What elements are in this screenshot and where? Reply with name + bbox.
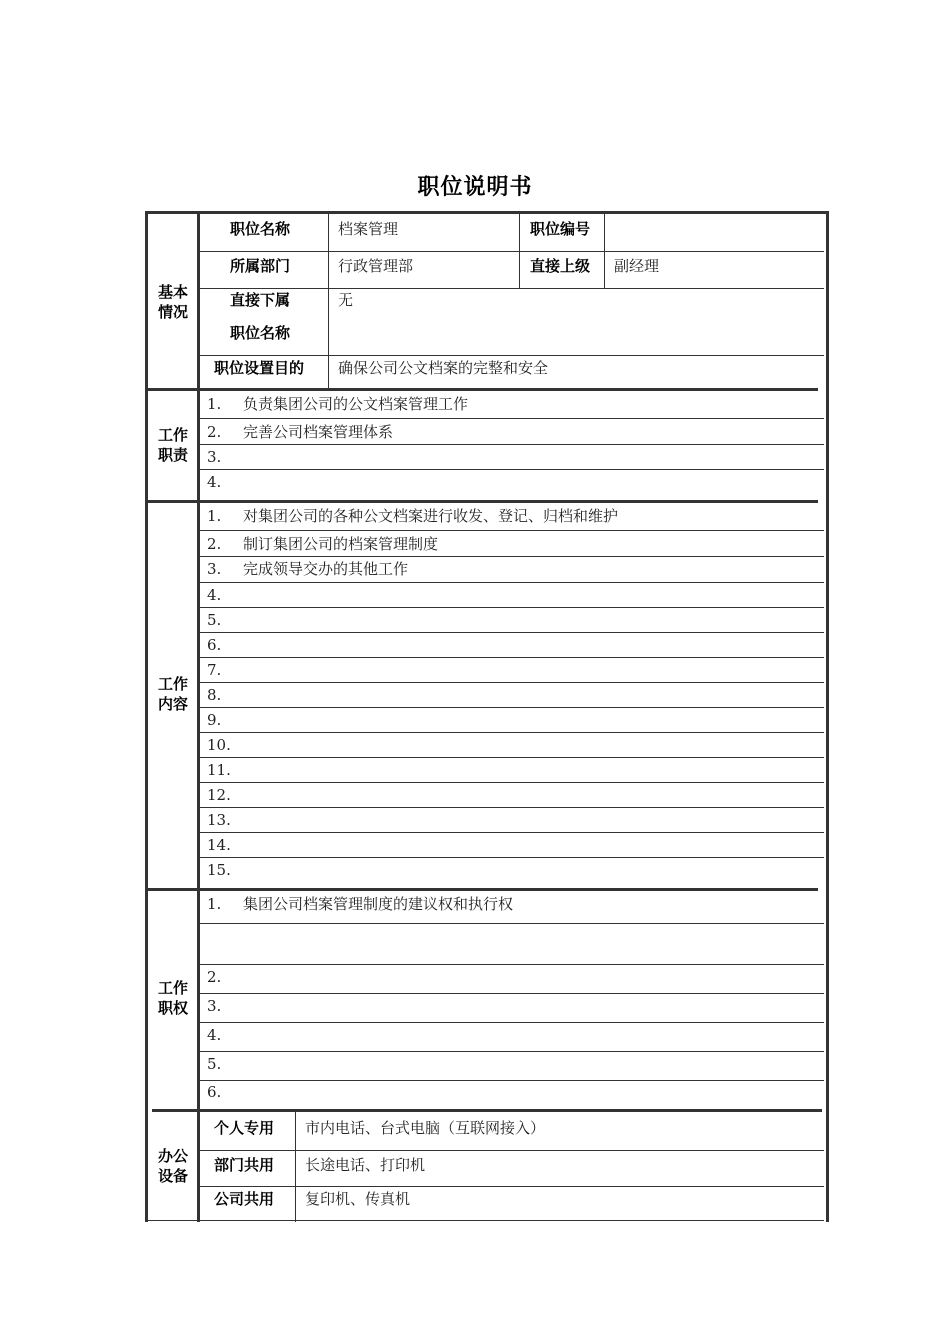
authority-item — [207, 1025, 243, 1045]
row-divider — [199, 1150, 824, 1151]
position-no-label: 职位编号 — [530, 220, 591, 238]
superior-label: 直接上级 — [530, 257, 591, 275]
content-item — [207, 559, 408, 579]
item-number: 3. — [207, 448, 222, 466]
equipment-value: 长途电话、打印机 — [305, 1156, 426, 1174]
equipment-label: 部门共用 — [214, 1156, 275, 1174]
content-item — [207, 534, 438, 554]
row-divider — [199, 732, 824, 733]
section-divider — [152, 1109, 822, 1112]
item-number: 3. — [207, 560, 222, 578]
content-item — [207, 685, 243, 705]
table-bottom-line — [148, 1220, 824, 1221]
equipment-value: 复印机、传真机 — [305, 1190, 411, 1208]
authority-item — [207, 934, 243, 954]
row-divider — [199, 923, 824, 924]
row-divider — [199, 857, 824, 858]
item-number: 14. — [207, 836, 231, 854]
superior-value: 副经理 — [614, 257, 660, 275]
item-number: 4. — [207, 586, 222, 604]
row-divider — [199, 757, 824, 758]
row-divider — [199, 418, 824, 419]
item-number: 2. — [207, 535, 222, 553]
section-column-divider — [197, 214, 200, 1222]
authority-item — [207, 967, 243, 987]
content-item — [207, 735, 243, 755]
row-divider — [199, 288, 824, 289]
item-number: 9. — [207, 711, 222, 729]
row-divider — [199, 530, 824, 531]
item-number: 5. — [207, 611, 222, 629]
row-divider — [199, 807, 824, 808]
row-divider — [199, 1051, 824, 1052]
content-item — [207, 785, 243, 805]
section-divider — [148, 388, 818, 391]
row-divider — [199, 1022, 824, 1023]
content-item — [207, 610, 243, 630]
content-item — [207, 585, 243, 605]
authority-item — [207, 1054, 243, 1074]
authority-item — [207, 1082, 243, 1102]
section-label-basic: 基本 情况 — [157, 283, 188, 321]
row-divider — [199, 993, 824, 994]
column-divider — [328, 214, 329, 389]
section-label-duties: 工作 职责 — [157, 426, 188, 464]
row-divider — [199, 682, 824, 683]
purpose-value: 确保公司公文档案的完整和安全 — [338, 359, 549, 377]
dept-value: 行政管理部 — [338, 257, 414, 275]
row-divider — [199, 355, 824, 356]
item-number: 4. — [207, 473, 222, 491]
subordinate-value: 无 — [338, 291, 354, 309]
item-number: 7. — [207, 661, 222, 679]
item-number: 8. — [207, 686, 222, 704]
item-number: 1. — [207, 395, 222, 413]
duty-item — [207, 447, 243, 467]
item-number: 5. — [207, 1055, 222, 1073]
equipment-label: 公司共用 — [214, 1190, 275, 1208]
column-divider — [604, 214, 605, 288]
item-text: 制订集团公司的档案管理制度 — [243, 535, 439, 553]
row-divider — [199, 444, 824, 445]
item-text: 完成领导交办的其他工作 — [243, 560, 409, 578]
authority-item — [207, 894, 513, 914]
row-divider — [199, 469, 824, 470]
content-item — [207, 860, 243, 880]
row-divider — [199, 251, 824, 252]
content-item — [207, 810, 243, 830]
duty-item — [207, 472, 243, 492]
item-number: 3. — [207, 997, 222, 1015]
content-item — [207, 835, 243, 855]
item-number: 15. — [207, 861, 231, 879]
equipment-value: 市内电话、台式电脑（互联网接入） — [305, 1119, 546, 1137]
section-divider — [148, 888, 818, 891]
column-divider — [519, 214, 520, 288]
row-divider — [199, 832, 824, 833]
item-number: 1. — [207, 507, 222, 525]
content-item — [207, 660, 243, 680]
item-text: 负责集团公司的公文档案管理工作 — [243, 395, 469, 413]
row-divider — [199, 657, 824, 658]
item-number: 12. — [207, 786, 231, 804]
item-number: 11. — [207, 761, 231, 779]
row-divider — [199, 964, 824, 965]
row-divider — [199, 632, 824, 633]
position-name-label: 职位名称 — [230, 220, 291, 238]
dept-label: 所属部门 — [230, 257, 291, 275]
item-number: 6. — [207, 1083, 222, 1101]
row-divider — [199, 1186, 824, 1187]
subordinate-label-2: 职位名称 — [230, 324, 291, 342]
duty-item — [207, 422, 393, 442]
item-number: 13. — [207, 811, 231, 829]
section-label-authority: 工作 职权 — [157, 979, 188, 1017]
content-item — [207, 506, 618, 526]
section-divider — [148, 500, 818, 503]
row-divider — [199, 707, 824, 708]
section-label-content: 工作 内容 — [157, 675, 188, 713]
item-number: 2. — [207, 968, 222, 986]
content-item — [207, 760, 243, 780]
content-item — [207, 635, 243, 655]
item-number: 2. — [207, 423, 222, 441]
row-divider — [199, 1080, 824, 1081]
item-text: 对集团公司的各种公文档案进行收发、登记、归档和维护 — [243, 507, 619, 525]
item-text: 集团公司档案管理制度的建议权和执行权 — [243, 895, 514, 913]
duty-item — [207, 394, 468, 414]
subordinate-label: 直接下属 — [230, 291, 291, 309]
item-number: 4. — [207, 1026, 222, 1044]
column-divider — [295, 1112, 296, 1222]
equipment-label: 个人专用 — [214, 1119, 275, 1137]
item-text: 完善公司档案管理体系 — [243, 423, 394, 441]
row-divider — [199, 582, 824, 583]
purpose-label: 职位设置目的 — [214, 359, 305, 377]
content-item — [207, 710, 243, 730]
row-divider — [199, 782, 824, 783]
authority-item — [207, 996, 243, 1016]
item-number: 10. — [207, 736, 231, 754]
document-title: 职位说明书 — [417, 175, 533, 200]
section-label-equipment: 办公 设备 — [157, 1147, 188, 1185]
item-number: 6. — [207, 636, 222, 654]
item-number: 1. — [207, 895, 222, 913]
position-name-value: 档案管理 — [338, 220, 399, 238]
row-divider — [199, 607, 824, 608]
row-divider — [199, 556, 824, 557]
